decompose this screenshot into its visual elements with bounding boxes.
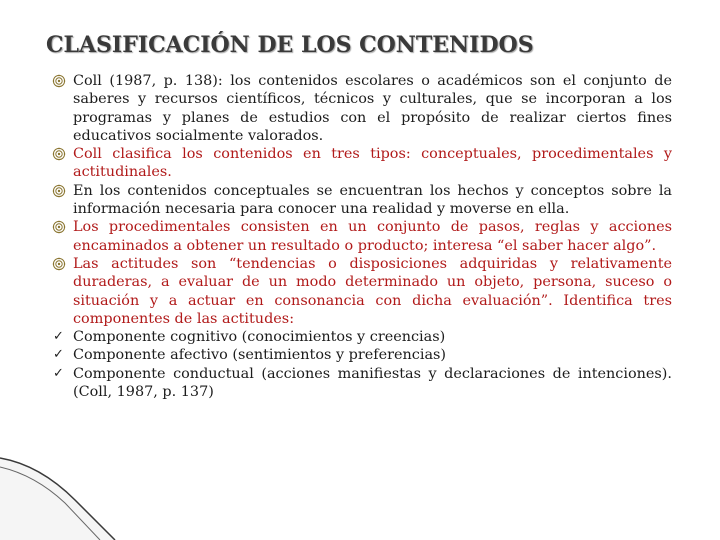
item-text: En los contenidos conceptuales se encuentran los hechos y conceptos sobre la información necesaria para conocer una realidad y moverse en ella.: [73, 182, 672, 218]
item-text: Coll (1987, p. 138): los contenidos escolares o académicos son el conjunto de saberes y recursos científicos, técnicos y culturales, que se incorporan a los programas y planes de estudios con el propósito de realizar ciertos fines educativos socialmente valorados.: [73, 73, 672, 144]
item-text: Componente afectivo (sentimientos y preferencias): [73, 347, 447, 364]
checkmark-icon: ✓: [53, 365, 64, 381]
checkmark-icon: ✓: [53, 347, 64, 363]
flower-bullet-icon: [52, 74, 66, 88]
item-text: Componente conductual (acciones manifiestas y declaraciones de intenciones). (Coll, 1987, p. 137): [73, 365, 672, 401]
list-item: [50, 328, 672, 346]
item-text: Coll clasifica los contenidos en tres tipos: conceptuales, procedimentales y actitudinales.: [73, 146, 672, 181]
corner-decoration: [0, 455, 120, 540]
bullet-list: [50, 72, 672, 401]
item-text: Las actitudes son “tendencias o disposiciones adquiridas y relativamente duraderas, a evaluar de un modo determinado un objeto, persona, suceso o situación y a actuar en consonancia con dicha evaluación”. Identifica tres componentes de las actitudes:: [73, 255, 672, 327]
item-text: Los procedimentales consisten en un conjunto de pasos, reglas y acciones encaminados a obtener un resultado o producto; interesa “el saber hacer algo”.: [73, 219, 672, 254]
list-item: [50, 145, 672, 182]
list-item: [50, 255, 672, 328]
list-item: [50, 72, 672, 145]
flower-bullet-icon: [52, 147, 66, 161]
checkmark-icon: ✓: [53, 329, 64, 345]
flower-bullet-icon: [52, 257, 66, 271]
list-item: [50, 346, 672, 364]
list-item: [50, 365, 672, 402]
slide-title: CLASIFICACIÓN DE LOS CONTENIDOS: [46, 32, 534, 58]
list-item: [50, 218, 672, 255]
list-item: [50, 182, 672, 219]
flower-bullet-icon: [52, 184, 66, 198]
flower-bullet-icon: [52, 220, 66, 234]
item-text: Componente cognitivo (conocimientos y creencias): [73, 329, 446, 346]
